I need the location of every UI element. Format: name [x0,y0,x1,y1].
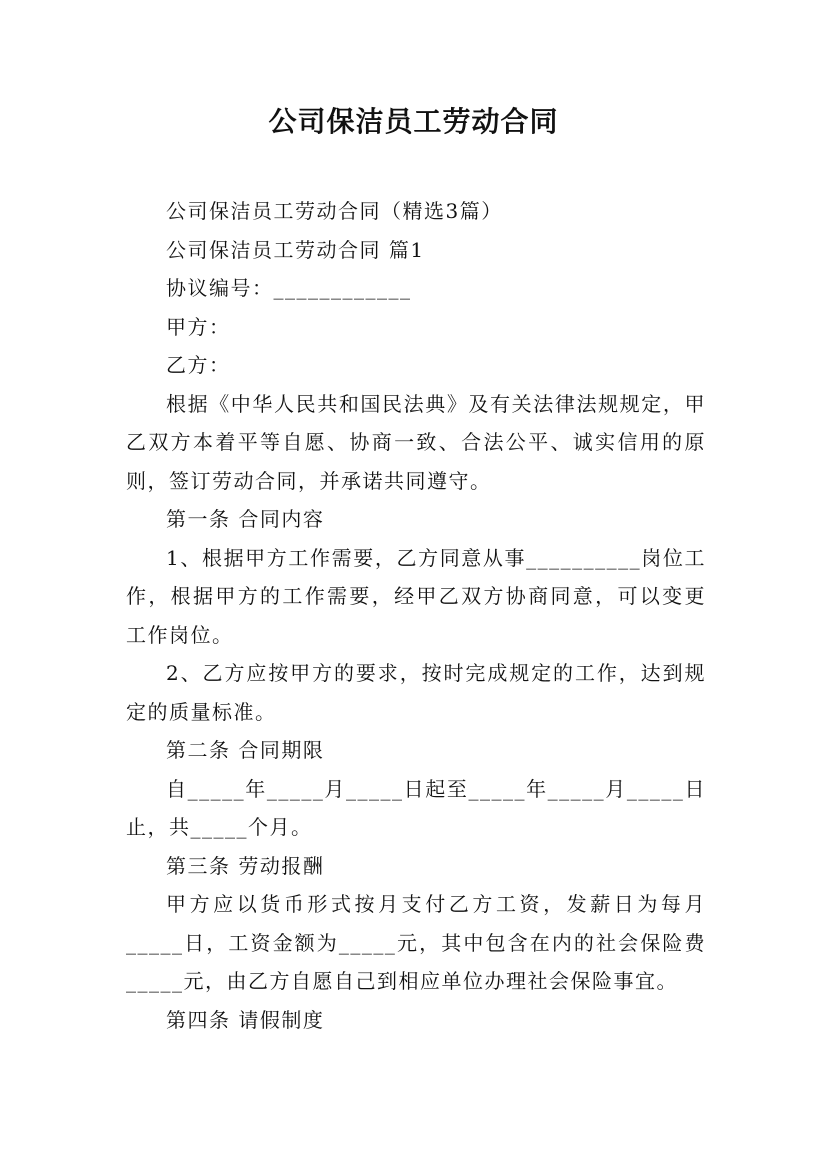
clause-paragraph: 甲方应以货币形式按月支付乙方工资，发薪日为每月_____日，工资金额为_____元，其中包含在内的社会保险费_____元，由乙方自愿自己到相应单位办理社会保险事宜。 [126,892,706,993]
article-heading: 第三条 劳动报酬 [166,853,325,878]
article-heading: 第二条 合同期限 [166,738,325,762]
preamble-paragraph: 根据《中华人民共和国民法典》及有关法律法规规定，甲乙双方本着平等自愿、协商一致、合法公平、诚实信用的原则，签订劳动合同，并承诺共同遵守。 [126,391,706,493]
section-heading: 公司保洁员工劳动合同 篇1 [166,237,425,262]
document-body [126,192,706,1039]
party-a-line: 甲方： [166,314,231,339]
clause-paragraph: 1、根据甲方工作需要，乙方同意从事__________岗位工作，根据甲方的工作需要，经甲乙双方协商同意，可以变更工作岗位。 [126,545,706,647]
clause-paragraph: 2、乙方应按甲方的要求，按时完成规定的工作，达到规定的质量标准。 [126,661,706,724]
document-title: 公司保洁员工劳动合同 [268,105,559,138]
article-heading: 第四条 请假制度 [166,1007,325,1032]
party-b-line: 乙方： [166,353,231,377]
clause-paragraph: 自_____年_____月_____日起至_____年_____月_____日止，共_____个月。 [126,776,706,839]
agreement-number-line: 协议编号：____________ [166,276,412,300]
subtitle-paragraph: 公司保洁员工劳动合同（精选3篇） [166,199,503,223]
article-heading: 第一条 合同内容 [166,507,325,531]
